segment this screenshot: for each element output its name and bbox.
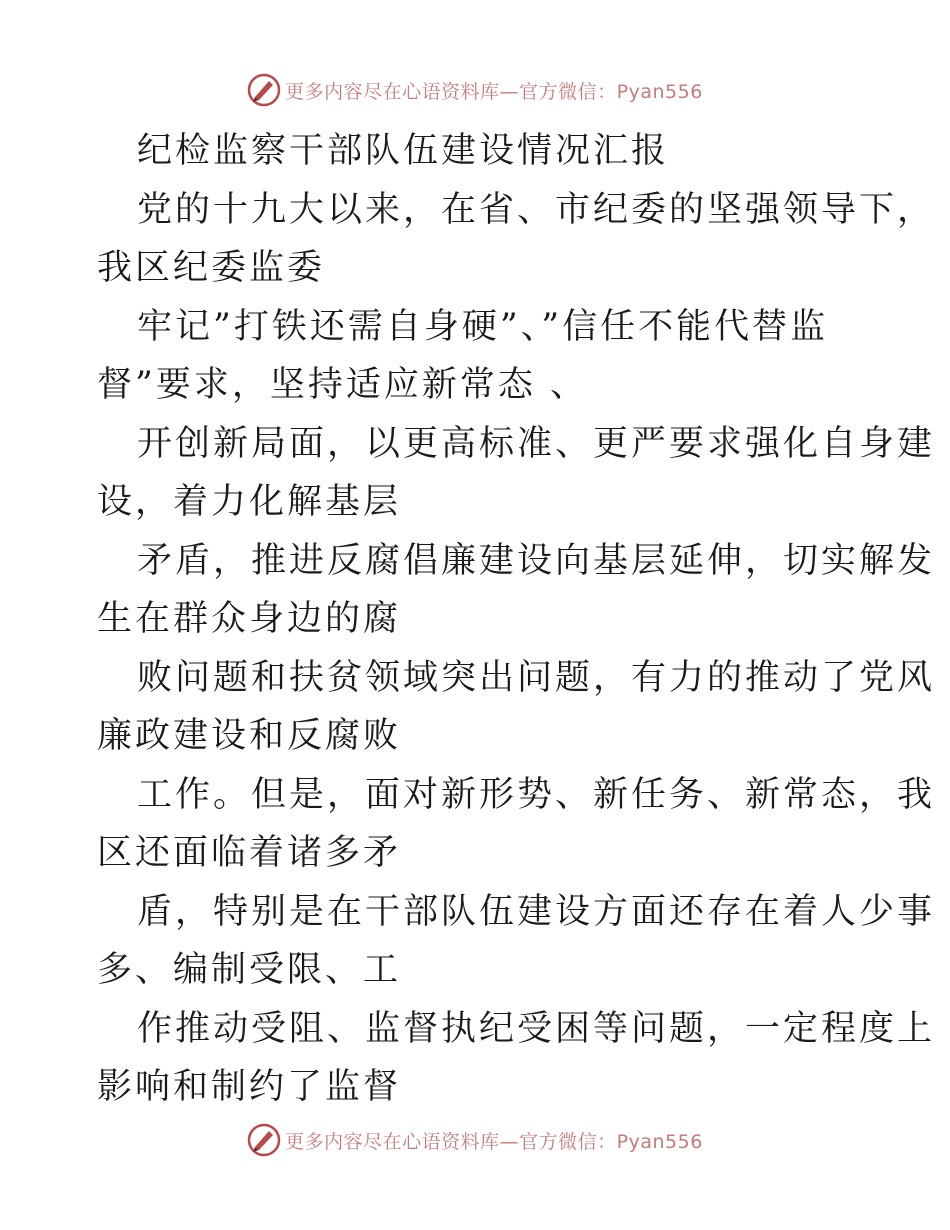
paragraph-line: 牢记”打铁还需自身硬”、”信任不能代替监 — [137, 306, 829, 347]
logo-icon — [247, 1123, 281, 1157]
paragraph-line: 多、编制受限、工 — [97, 950, 402, 990]
paragraph-line: 区还面临着诸多矛 — [97, 833, 402, 873]
header-banner — [0, 70, 950, 110]
document-title: 纪检监察干部队伍建设情况汇报 — [137, 131, 670, 171]
paragraph-line: 生在群众身边的腐 — [97, 599, 402, 639]
paragraph-line: 工作。但是，面对新形势、新任务、新常态，我 — [137, 774, 936, 815]
paragraph-line: 矛盾，推进反腐倡廉建设向基层延伸，切实解发 — [137, 540, 936, 581]
footer-banner — [0, 1120, 950, 1160]
paragraph-line: 作推动受阻、监督执纪受困等问题，一定程度上 — [137, 1008, 936, 1049]
logo-icon — [247, 73, 281, 107]
paragraph-line: 廉政建设和反腐败 — [97, 716, 402, 756]
paragraph-line: 督”要求，坚持适应新常态 、 — [97, 365, 589, 405]
document-body — [97, 122, 936, 1117]
paragraph-line: 党的十九大以来，在省、市纪委的坚强领导下， — [137, 189, 936, 230]
footer-banner-text: 更多内容尽在心语资料库—官方微信：Pyan556 — [285, 1130, 703, 1153]
paragraph-line: 影响和制约了监督 — [97, 1067, 402, 1107]
header-banner-text: 更多内容尽在心语资料库—官方微信：Pyan556 — [285, 80, 703, 103]
paragraph-line: 盾，特别是在干部队伍建设方面还存在着人少事 — [137, 891, 936, 932]
paragraph-line: 败问题和扶贫领域突出问题，有力的推动了党风 — [137, 657, 936, 698]
paragraph-line: 开创新局面，以更高标准、更严要求强化自身建 — [137, 423, 936, 464]
paragraph-line: 设，着力化解基层 — [97, 482, 402, 522]
paragraph-line: 我区纪委监委 — [97, 248, 326, 288]
